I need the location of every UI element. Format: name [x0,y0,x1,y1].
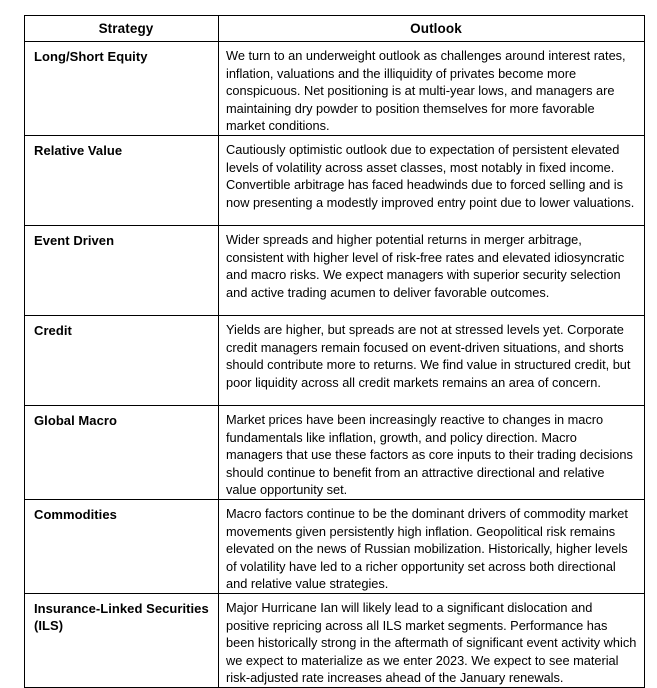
cell-strategy [25,499,219,593]
cell-strategy [25,593,219,687]
strategy-name: Event Driven [34,232,115,248]
cell-strategy [25,42,219,136]
outlook-text: Macro factors continue to be the dominant drivers of commodity market movements given persistently high inflation. Geopolitical risk remains elevated on the news of Russian mobilization. Historically, higher levels of volatility have led to a richer opportunity set across both directional and relative value strategies. [226,505,628,592]
table-row [25,593,645,687]
strategy-outlook-table [24,15,645,688]
cell-outlook [219,315,645,405]
outlook-text: Market prices have been increasingly reactive to changes in macro fundamentals like inflation, growth, and policy direction. Macro managers that use these factors as core inputs to their trading decisions should continue to benefit from an attractive directional and relative value opportunity set. [226,411,633,498]
strategy-name: Insurance-Linked Securities (ILS) [34,600,209,634]
cell-outlook [219,593,645,687]
table-row [25,42,645,136]
table-row [25,225,645,315]
table-row [25,405,645,499]
strategy-name: Long/Short Equity [34,49,148,64]
column-header-outlook-label: Outlook [410,21,462,36]
table-header-row [25,16,645,42]
strategy-name: Relative Value [34,142,123,158]
outlook-text: Yields are higher, but spreads are not at stressed levels yet. Corporate credit managers remain focused on event-driven situations, and shorts should contribute more to returns. We find value in structured credit, but poor liquidity across all credit markets remains an area of concern. [226,321,631,390]
table-header [25,16,645,42]
cell-strategy [25,135,219,225]
column-header-outlook [219,16,645,42]
cell-outlook [219,42,645,136]
cell-strategy [25,405,219,499]
table-row [25,499,645,593]
cell-strategy [25,225,219,315]
table-body [25,42,645,688]
cell-outlook [219,499,645,593]
outlook-text: Wider spreads and higher potential returns in merger arbitrage, consistent with higher level of risk-free rates and elevated idiosyncratic and macro risks. We expect managers with superior security selection and active trading acumen to deliver favorable outcomes. [226,231,625,300]
table-row [25,135,645,225]
strategy-name: Global Macro [34,412,117,428]
cell-outlook [219,405,645,499]
cell-strategy [25,315,219,405]
strategy-outlook-table-container [24,15,644,688]
column-header-strategy [25,16,219,42]
table-row [25,315,645,405]
outlook-text: We turn to an underweight outlook as challenges around interest rates, inflation, valuations and the illiquidity of privates become more conspicuous. Net positioning is at multi-year lows, and managers are maintaining dry powder to position themselves for more favorable market conditions. [226,48,626,134]
column-header-strategy-label: Strategy [98,21,154,36]
outlook-text: Major Hurricane Ian will likely lead to a significant dislocation and positive repricing across all ILS market segments. Performance has been historically strong in the aftermath of significant event activity which we expect to materialize as we enter 2023. We expect to see material risk-adjusted rate increases ahead of the January renewals. [226,599,637,686]
cell-outlook [219,225,645,315]
outlook-text: Cautiously optimistic outlook due to expectation of persistent elevated levels of volatility across asset classes, most notably in fixed income. Convertible arbitrage has faced headwinds due to forced selling and is now presenting a modestly improved entry point due to lower valuations. [226,141,635,210]
strategy-name: Commodities [34,506,117,522]
cell-outlook [219,135,645,225]
strategy-name: Credit [34,322,72,338]
